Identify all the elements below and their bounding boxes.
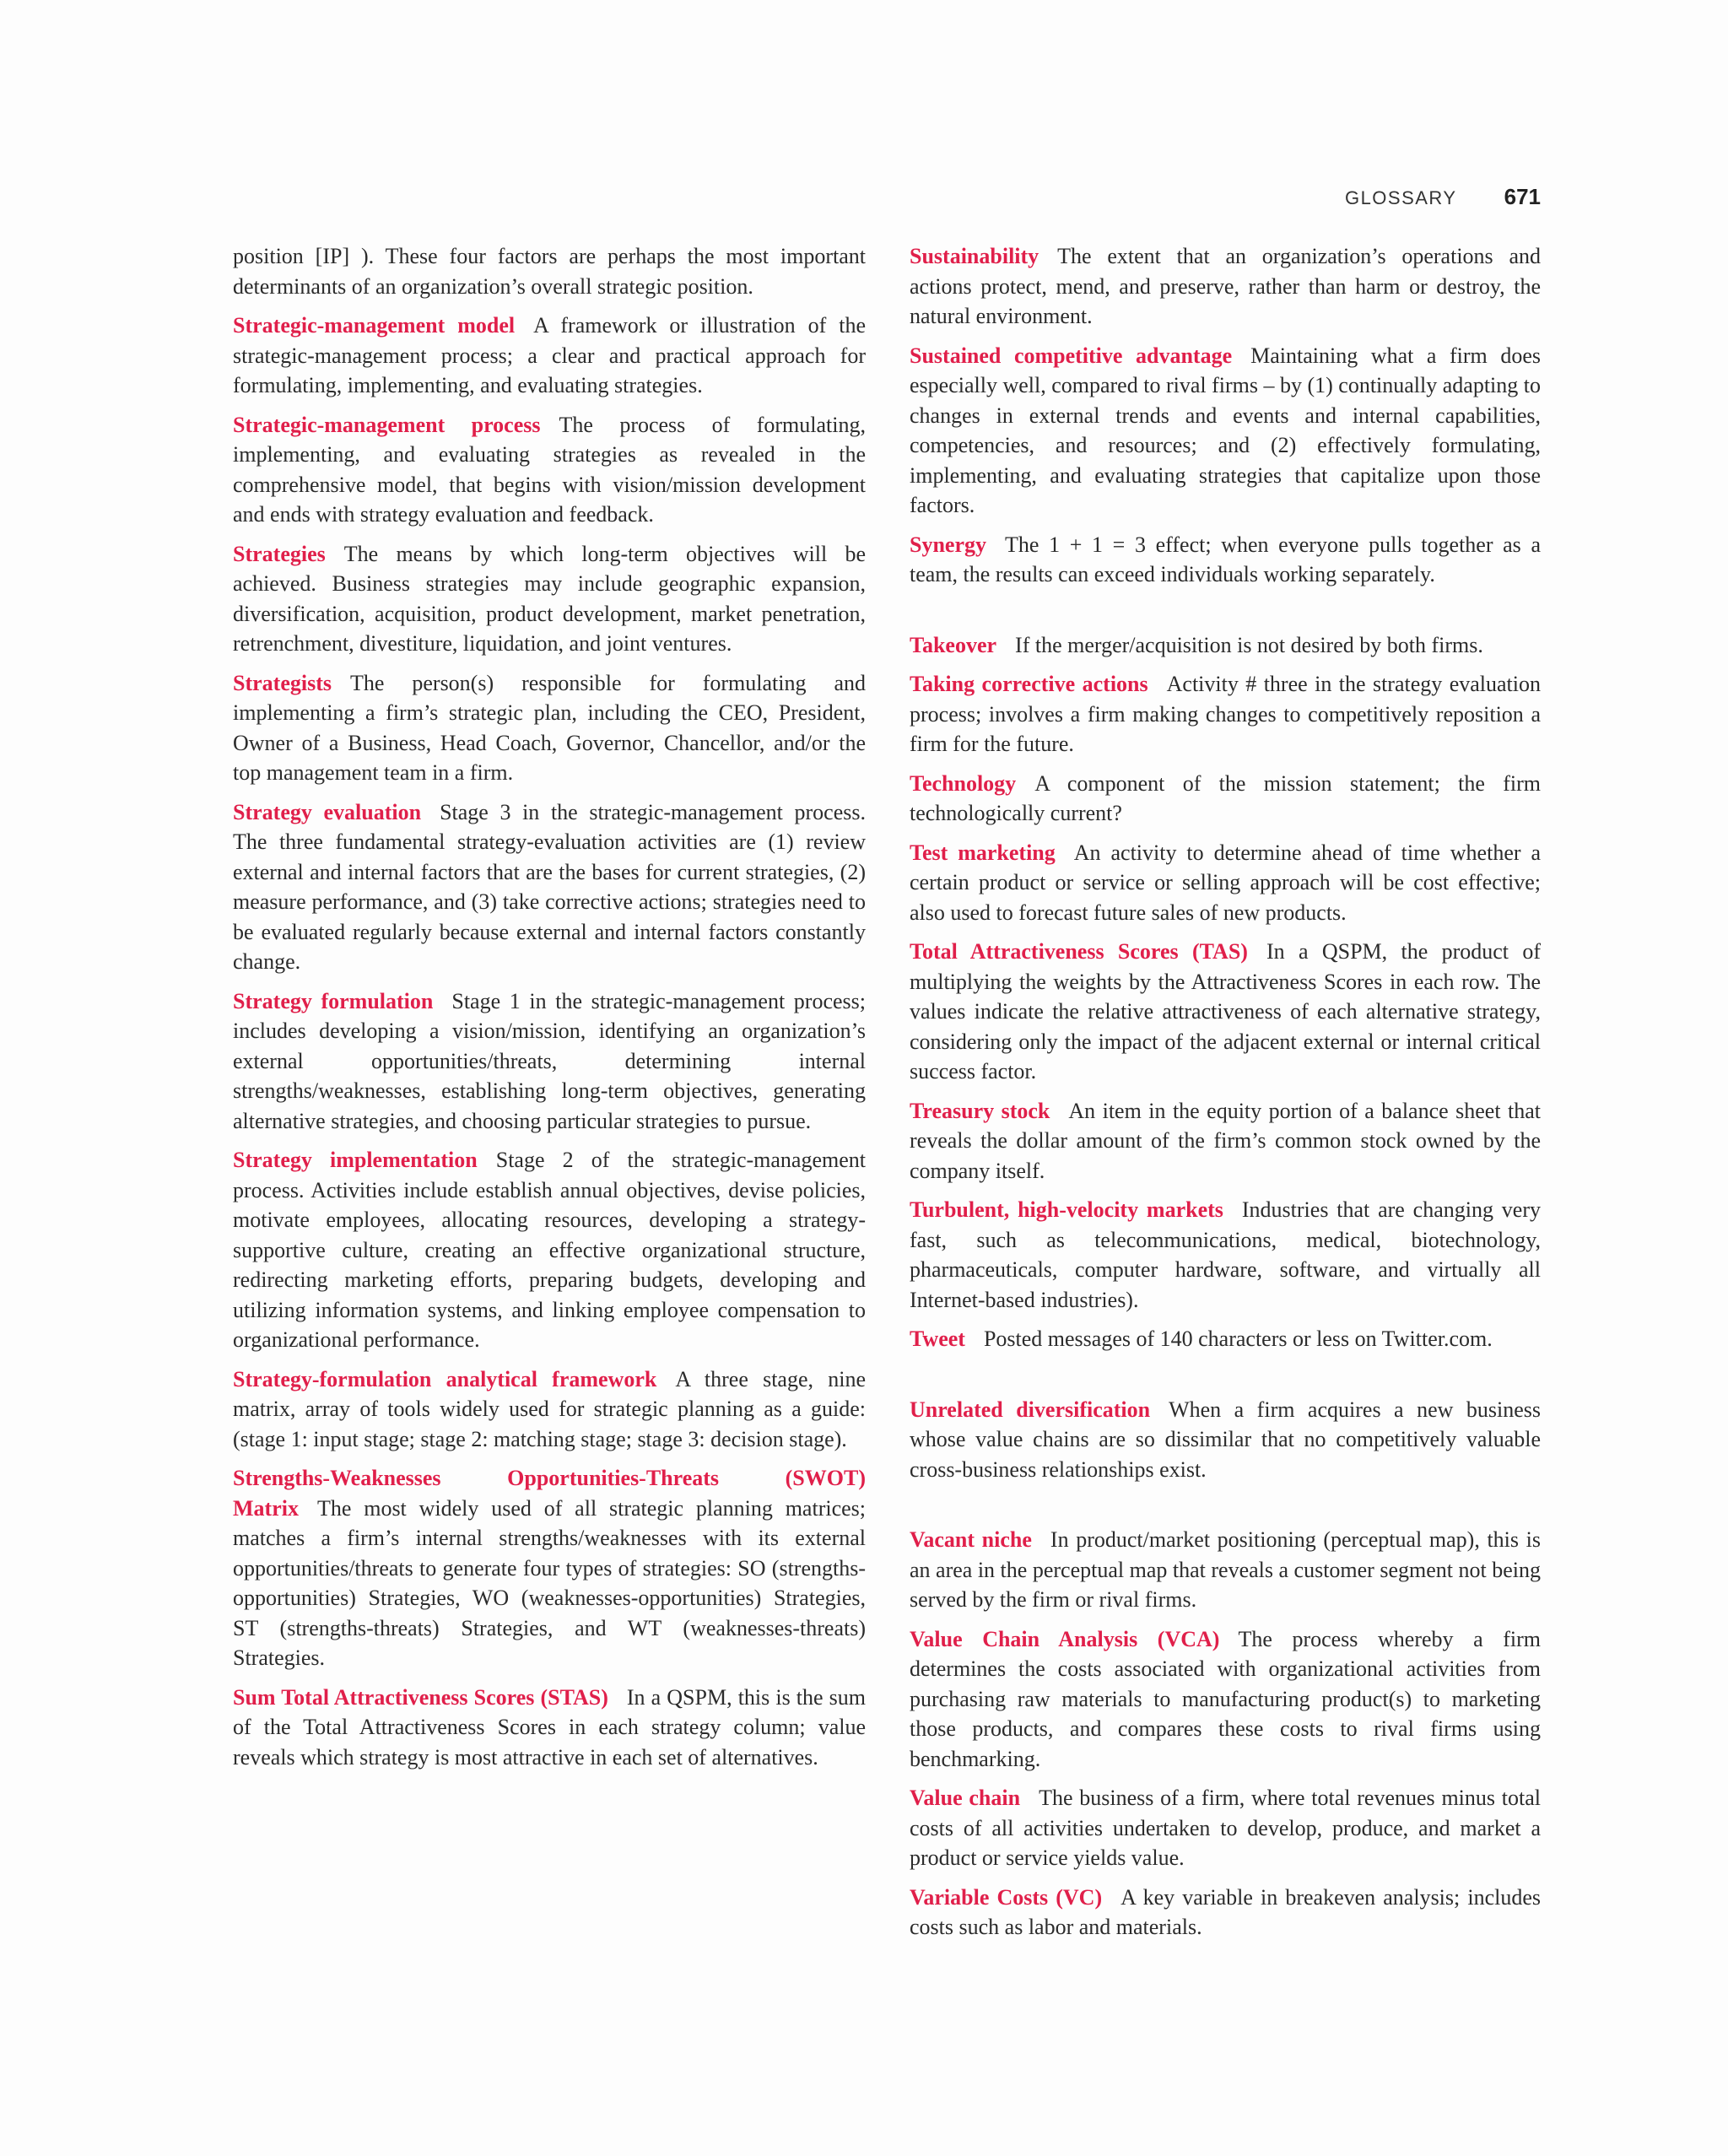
glossary-definition: An item in the equity portion of a balance sheet that reveals the dollar amount of the firm’s common stock owned by the company itself.: [910, 1098, 1541, 1183]
glossary-entry: [910, 1525, 1541, 1615]
glossary-definition: When a firm acquires a new business whose value chains are so dissimilar that no competitively valuable cross-business relationships exist.: [910, 1397, 1541, 1482]
glossary-definition: The process of formulating, implementing, and evaluating strategies as revealed in the comprehensive model, that begins with vision/mission development and ends with strategy evaluation and feedback.: [233, 412, 866, 527]
glossary-definition: The most widely used of all strategic planning matrices; matches a firm’s internal strengths/weaknesses with its external opportunities/threats to generate four types of strategies: SO (strengths-opportunities) Strategies, WO (weaknesses-opportunities) Strategies, ST (strengths-threats) Strategies, and WT (weaknesses-threats) Strategies.: [233, 1495, 866, 1670]
glossary-entry: [910, 1324, 1541, 1354]
glossary-definition: In product/market positioning (perceptual map), this is an area in the perceptual map that reveals a customer segment not being served by the firm or rival firms.: [910, 1527, 1541, 1612]
glossary-term: Strategic-management model: [233, 313, 516, 338]
glossary-definition: The 1 + 1 = 3 effect; when everyone pulls together as a team, the results can exceed individuals working separately.: [910, 532, 1541, 586]
glossary-entry: [233, 986, 866, 1137]
glossary-term: Unrelated diversification: [910, 1397, 1151, 1422]
glossary-entry: [910, 1096, 1541, 1186]
glossary-entry: [910, 1883, 1541, 1943]
glossary-entry: [233, 1683, 866, 1773]
glossary-definition: If the merger/acquisition is not desired by both firms.: [1015, 632, 1483, 657]
running-head: [1345, 184, 1541, 210]
glossary-term: Vacant niche: [910, 1527, 1032, 1552]
glossary-entry: [910, 241, 1541, 332]
glossary-definition: Posted messages of 140 characters or less on Twitter.com.: [983, 1327, 1493, 1351]
glossary-entry: [233, 1463, 866, 1673]
glossary-definition: The means by which long-term objectives will be achieved. Business strategies may include geographic expansion, diversification, acquisition, product development, market penetration, retrenchment, divestiture, liquidation, and joint ventures.: [233, 541, 866, 656]
glossary-entry: [910, 1783, 1541, 1873]
glossary-term: Sustainability: [910, 244, 1040, 268]
glossary-definition: An activity to determine ahead of time whether a certain product or service or selling approach will be cost effective; also used to forecast future sales of new products.: [910, 840, 1541, 925]
glossary-term: Value chain: [910, 1786, 1021, 1810]
page-number: 671: [1504, 184, 1541, 209]
glossary-term: Treasury stock: [910, 1098, 1050, 1123]
glossary-entry: [910, 341, 1541, 521]
glossary-entry: [910, 530, 1541, 590]
glossary-term: Taking corrective actions: [910, 672, 1148, 696]
glossary-entry: [233, 1145, 866, 1355]
glossary-term: Test marketing: [910, 840, 1056, 865]
glossary-term: Technology: [910, 770, 1017, 796]
glossary-entry: [233, 410, 866, 530]
glossary-term: Strategy-formulation analytical framework: [233, 1366, 657, 1391]
glossary-entry: [910, 1395, 1541, 1485]
glossary-entry: [910, 838, 1541, 928]
glossary-term: Strategic-management process: [233, 412, 541, 437]
glossary-definition: The process whereby a firm determines the costs associated with organizational activities from purchasing raw materials to manufacturing product(s) to marketing those products, and compares these costs to rival firms using benchmarking.: [910, 1626, 1542, 1771]
glossary-definition: A framework or illustration of the strategic-management process; a clear and practical approach for formulating, implementing, and evaluating strategies.: [233, 313, 866, 397]
glossary-definition: Stage 3 in the strategic-management process. The three fundamental strategy-evaluation activities are (1) review external and internal factors that are the bases for current strategies, (2) measure performance, and (3) take corrective actions; strategies need to be evaluated regularly because external and internal factors constantly change.: [233, 799, 866, 974]
glossary-entry: [233, 797, 866, 977]
left-column: [233, 241, 866, 1781]
glossary-definition: Activity # three in the strategy evaluation process; involves a firm making changes to competitively reposition a firm for the future.: [910, 672, 1541, 756]
glossary-entry: [910, 669, 1541, 759]
glossary-term: Variable Costs (VC): [910, 1884, 1103, 1910]
section-title: GLOSSARY: [1344, 187, 1457, 208]
glossary-term: Sustained competitive advantage: [910, 343, 1233, 368]
glossary-term: Strategy evaluation: [233, 799, 422, 824]
glossary-definition: A key variable in breakeven analysis; includes costs such as labor and materials.: [910, 1884, 1541, 1939]
glossary-term: Total Attractiveness Scores (TAS): [910, 939, 1248, 964]
glossary-term: Synergy: [910, 532, 986, 557]
glossary-term: Strengths-Weaknesses Opportunities-Threats (SWOT) Matrix: [233, 1466, 866, 1521]
glossary-entry: [910, 630, 1541, 661]
glossary-entry: [910, 937, 1541, 1087]
glossary-entry: [910, 1624, 1541, 1775]
glossary-term: Strategy implementation: [233, 1148, 478, 1172]
glossary-term: Tweet: [910, 1327, 965, 1351]
glossary-definition: The business of a firm, where total revenues minus total costs of all activities undertaken to develop, produce, and market a product or service yields value.: [910, 1786, 1541, 1870]
glossary-entry: [233, 1364, 866, 1455]
glossary-term: Sum Total Attractiveness Scores (STAS): [233, 1684, 608, 1710]
glossary-term: Strategies: [233, 541, 326, 566]
glossary-entry: [233, 539, 866, 659]
glossary-definition: Maintaining what a firm does especially well, compared to rival firms – by (1) continually adapting to changes in external trends and events and internal capabilities, competencies, and resources; and (2) effectively formulating, implementing, and evaluating strategies that capitalize upon those factors.: [910, 343, 1542, 517]
glossary-term: Value Chain Analysis (VCA): [910, 1626, 1220, 1651]
glossary-definition: Stage 2 of the strategic-management process. Activities include establish annual objectives, devise policies, motivate employees, allocating resources, developing a strategy-supportive culture, creating an effective organizational structure, redirecting marketing efforts, preparing budgets, developing and utilizing information systems, and linking employee compensation to organizational performance.: [233, 1148, 866, 1352]
continued-text: position [IP] ). These four factors are perhaps the most important determinants of an organization’s overall strategic position.: [233, 244, 866, 299]
glossary-definition: Industries that are changing very fast, such as telecommunications, medical, biotechnology, pharmaceuticals, computer hardware, software, and virtually all Internet-based industries).: [910, 1197, 1541, 1312]
glossary-entry: [910, 769, 1541, 829]
glossary-definition: The person(s) responsible for formulating and implementing a firm’s strategic plan, including the CEO, President, Owner of a Business, Head Coach, Governor, Chancellor, and/or the top management team in a firm.: [233, 670, 866, 785]
glossary-definition: A three stage, nine matrix, array of tools widely used for strategic planning as a guide: (stage 1: input stage; stage 2: matching stage; stage 3: decision stage).: [233, 1366, 866, 1451]
glossary-term: Strategy formulation: [233, 988, 434, 1013]
glossary-term: Turbulent, high-velocity markets: [910, 1197, 1223, 1222]
glossary-definition: The extent that an organization’s operations and actions protect, mend, and preserve, rather than harm or destroy, the natural environment.: [910, 244, 1541, 328]
glossary-definition: In a QSPM, the product of multiplying the weights by the Attractiveness Scores in each row. The values indicate the relative attractiveness of each alternative strategy, considering only the impact of the adjacent external or internal critical success factor.: [910, 939, 1541, 1083]
glossary-term: Takeover: [910, 632, 997, 657]
glossary-definition: A component of the mission statement; the firm technologically current?: [910, 770, 1541, 825]
right-column: [910, 241, 1541, 1952]
glossary-entry: [233, 668, 866, 788]
glossary-entry: [910, 1195, 1541, 1315]
glossary-definition: In a QSPM, this is the sum of the Total Attractiveness Scores in each strategy column; value reveals which strategy is most attractive in each set of alternatives.: [233, 1684, 866, 1770]
glossary-definition: Stage 1 in the strategic-management process; includes developing a vision/mission, identifying an organization’s external opportunities/threats, determining internal strengths/weaknesses, establishing long-term objectives, generating alternative strategies, and choosing particular strategies to pursue.: [233, 988, 866, 1133]
glossary-entry: [233, 311, 866, 401]
glossary-term: Strategists: [233, 670, 332, 695]
